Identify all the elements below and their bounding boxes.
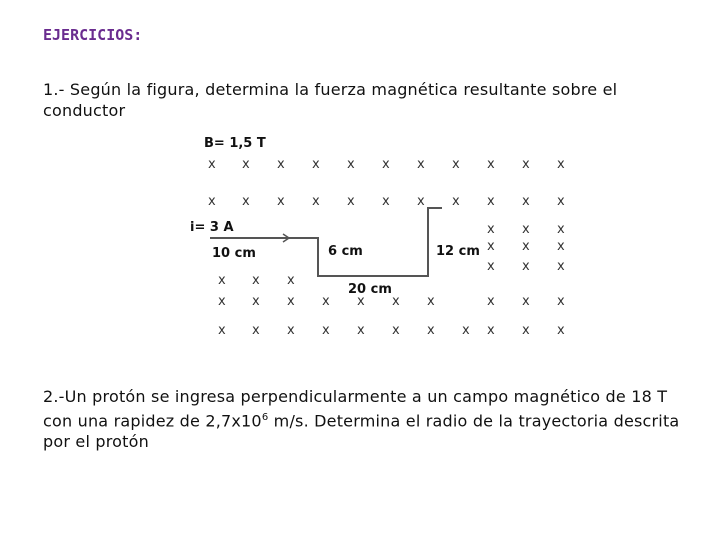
field-cross-mark: x xyxy=(218,273,226,288)
field-label: B= 1,5 T xyxy=(204,136,266,151)
field-cross-mark: x xyxy=(208,194,216,209)
field-cross-mark: x xyxy=(427,323,435,338)
field-cross-mark: x xyxy=(452,157,460,172)
field-cross-mark: x xyxy=(242,157,250,172)
field-cross-mark: x xyxy=(417,194,425,209)
field-cross-mark: x xyxy=(487,157,495,172)
question-1: 1.- Según la figura, determina la fuerza magnética resultante sobre el conductor xyxy=(43,80,618,120)
field-cross-mark: x xyxy=(522,294,530,309)
field-cross-mark: x xyxy=(218,294,226,309)
field-cross-mark: x xyxy=(427,294,435,309)
field-cross-mark: x xyxy=(557,194,565,209)
segment-12cm-label: 12 cm xyxy=(436,244,480,259)
field-cross-mark: x xyxy=(392,294,400,309)
field-cross-mark: x xyxy=(487,259,495,274)
question-2-text-end: m/s. Determina el radio de la trayectoria descrita por el protón xyxy=(43,411,680,452)
field-cross-mark: x xyxy=(557,323,565,338)
current-label: i= 3 A xyxy=(190,220,234,235)
field-cross-mark: x xyxy=(252,273,260,288)
field-cross-mark: x xyxy=(462,323,470,338)
field-cross-mark: x xyxy=(312,157,320,172)
field-cross-mark: x xyxy=(522,323,530,338)
field-cross-mark: x xyxy=(208,157,216,172)
field-cross-mark: x xyxy=(312,194,320,209)
magnetic-field-crosses xyxy=(208,157,565,338)
field-cross-mark: x xyxy=(322,323,330,338)
field-cross-mark: x xyxy=(522,157,530,172)
field-cross-mark: x xyxy=(287,294,295,309)
field-cross-mark: x xyxy=(392,323,400,338)
field-cross-mark: x xyxy=(417,157,425,172)
field-cross-mark: x xyxy=(522,194,530,209)
field-cross-mark: x xyxy=(487,323,495,338)
field-cross-mark: x xyxy=(487,194,495,209)
question-2 xyxy=(43,386,683,452)
question-2-text: 2.-Un protón se ingresa perpendicularmente a un campo magnético de 18 T con una rapidez de 2,7x10 xyxy=(43,387,668,431)
conductor-diagram xyxy=(180,128,580,348)
field-cross-mark: x xyxy=(487,294,495,309)
field-cross-mark: x xyxy=(287,273,295,288)
conductor-figure xyxy=(180,128,580,348)
field-cross-mark: x xyxy=(452,194,460,209)
field-cross-mark: x xyxy=(382,194,390,209)
field-cross-mark: x xyxy=(557,259,565,274)
field-cross-mark: x xyxy=(218,323,226,338)
field-cross-mark: x xyxy=(487,239,495,254)
field-cross-mark: x xyxy=(287,323,295,338)
field-cross-mark: x xyxy=(252,323,260,338)
question-2-exponent: 6 xyxy=(261,412,269,423)
field-cross-mark: x xyxy=(242,194,250,209)
field-cross-mark: x xyxy=(487,222,495,237)
conductor-wire xyxy=(210,208,442,276)
field-cross-mark: x xyxy=(522,222,530,237)
field-cross-mark: x xyxy=(557,222,565,237)
field-cross-mark: x xyxy=(347,157,355,172)
field-cross-mark: x xyxy=(557,239,565,254)
segment-10cm-label: 10 cm xyxy=(212,246,256,261)
field-cross-mark: x xyxy=(557,294,565,309)
field-cross-mark: x xyxy=(522,239,530,254)
field-cross-mark: x xyxy=(522,259,530,274)
field-cross-mark: x xyxy=(252,294,260,309)
field-cross-mark: x xyxy=(357,294,365,309)
field-cross-mark: x xyxy=(347,194,355,209)
page-heading: EJERCICIOS: xyxy=(43,26,143,44)
segment-6cm-label: 6 cm xyxy=(328,244,363,259)
field-cross-mark: x xyxy=(277,157,285,172)
field-cross-mark: x xyxy=(357,323,365,338)
field-cross-mark: x xyxy=(322,294,330,309)
field-cross-mark: x xyxy=(277,194,285,209)
field-cross-mark: x xyxy=(557,157,565,172)
segment-20cm-label: 20 cm xyxy=(348,282,392,297)
field-cross-mark: x xyxy=(382,157,390,172)
